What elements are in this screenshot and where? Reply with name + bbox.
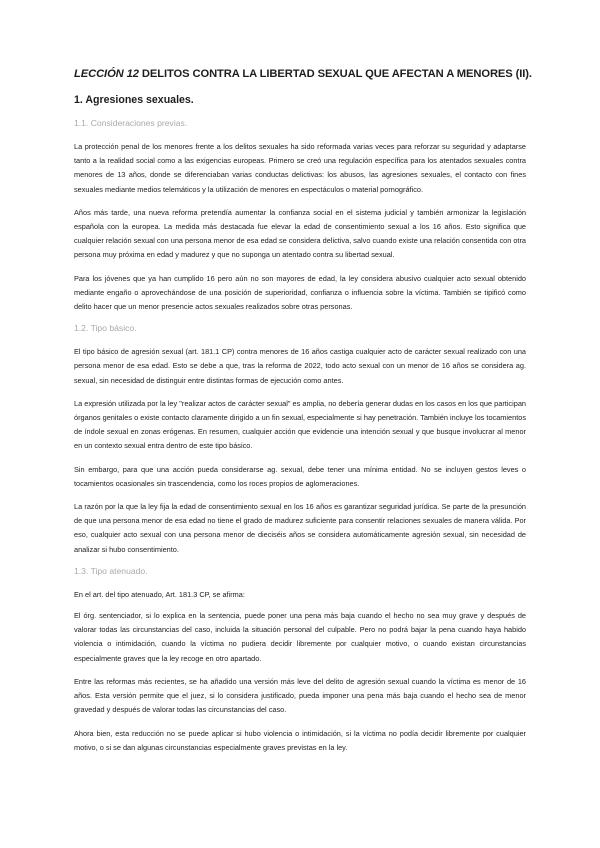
paragraph: En el art. del tipo atenuado, Art. 181.3 CP, se afirma: [74,589,245,599]
subsection-heading: 1.1. Consideraciones previas. [74,118,188,128]
lesson-number: LECCIÓN 12 [74,68,139,80]
page-title [74,68,532,80]
paragraph: El órg. sentenciador, si lo explica en la sentencia, puede poner una pena más baja cuando el hecho no sea muy grave y después de valorar todas las circunstancias del caso, incluida la situación personal del culpable. Pero no podrá bajar la pena cuando haya habido violencia o intimidación, cuando la víctima no pudiera decidir libremente por cualquier motivo, o cuando existan circunstancias especialmente graves que la ley recoge en otro apartado. [74,611,526,663]
subsection-heading: 1.2. Tipo básico. [74,323,137,334]
paragraph: Ahora bien, esta reducción no se puede aplicar si hubo violencia o intimidación, si la víctima no podía decidir libremente por cualquier motivo, o si se dan algunas circunstancias especialmente graves previstas en la ley. [74,728,526,752]
paragraph: Para los jóvenes que ya han cumplido 16 pero aún no son mayores de edad, la ley considera abusivo cualquier acto sexual obtenido mediante engaño o aprovechándose de una posición de superioridad, confianza o influencia sobre la víctima. También se tipificó como delito hacer que un menor presencie actos sexuales realizados sobre otras personas. [74,273,526,312]
section-heading: 1. Agresiones sexuales. [74,94,194,106]
paragraph: Sin embargo, para que una acción pueda considerarse ag. sexual, debe tener una mínima entidad. No se incluyen gestos leves o tocamientos ocasionales sin trascendencia, como los roces propios de aglomeraciones. [74,464,526,488]
paragraph: La razón por la que la ley fija la edad de consentimiento sexual en los 16 años es garantizar seguridad jurídica. Se parte de la presunción de que una persona menor de esa edad no tiene el grado de madurez suficiente para consentir relaciones sexuales de manera válida. Por eso, cualquier acto sexual con una persona menor de dieciséis años se considera automáticamente agresión sexual, sin necesidad de analizar si hubo consentimiento. [74,502,526,554]
paragraph: El tipo básico de agresión sexual (art. 181.1 CP) contra menores de 16 años castiga cualquier acto de carácter sexual realizado con una persona menor de esa edad. Esto se debe a que, tras la reforma de 2022, todo acto sexual con un menor de 16 años se considera ag. sexual, sin necesidad de distinguir entre distintas formas de ejecución como antes. [74,347,526,385]
paragraph: Entre las reformas más recientes, se ha añadido una versión más leve del delito de agresión sexual cuando la víctima es menor de 16 años. Esta versión permite que el juez, si lo considera justificado, pueda imponer una pena más baja cuando el hecho sea de menor gravedad y después de valorar todas las circunstancias del caso. [74,676,526,715]
subsection-heading: 1.3. Tipo atenuado. [74,565,148,576]
paragraph: Años más tarde, una nueva reforma pretendía aumentar la confianza social en el sistema judicial y también armonizar la legislación española con la europea. La medida más destacada fue elevar la edad de consentimiento sexual a los 16 años. Esto significa que cualquier relación sexual con una persona menor de esa edad se considera delictiva, salvo cuando existe una relación consentida con otra persona muy próxima en edad y madurez y que no suponga un atentado contra su libertad sexual. [74,207,526,260]
lesson-title: DELITOS CONTRA LA LIBERTAD SEXUAL QUE AFECTAN A MENORES (II). [138,68,532,80]
paragraph: La expresión utilizada por la ley "realizar actos de carácter sexual" es amplia, no debería generar dudas en los casos en los que participan órganos genitales o existe contacto claramente dirigido a un fin sexual, especialmente si hay penetración. También incluye los tocamientos de índole sexual en zonas erógenas. En resumen, cualquier acción que evidencie una intención sexual y que busque involucrar al menor en un contexto sexual entra dentro de este tipo básico. [74,398,526,451]
paragraph: La protección penal de los menores frente a los delitos sexuales ha sido reformada varias veces para reforzar su seguridad y adaptarse tanto a la realidad social como a las exigencias europeas. Primero se creó una regulación específica para los atentados sexuales contra menores de 13 años, donde se diferenciaban varias conductas delictivas: los abusos, las agresiones sexuales, el contacto con fines sexuales mediante medios telemáticos y la utilización de menores en espectáculos o material pornográfico. [74,142,526,194]
